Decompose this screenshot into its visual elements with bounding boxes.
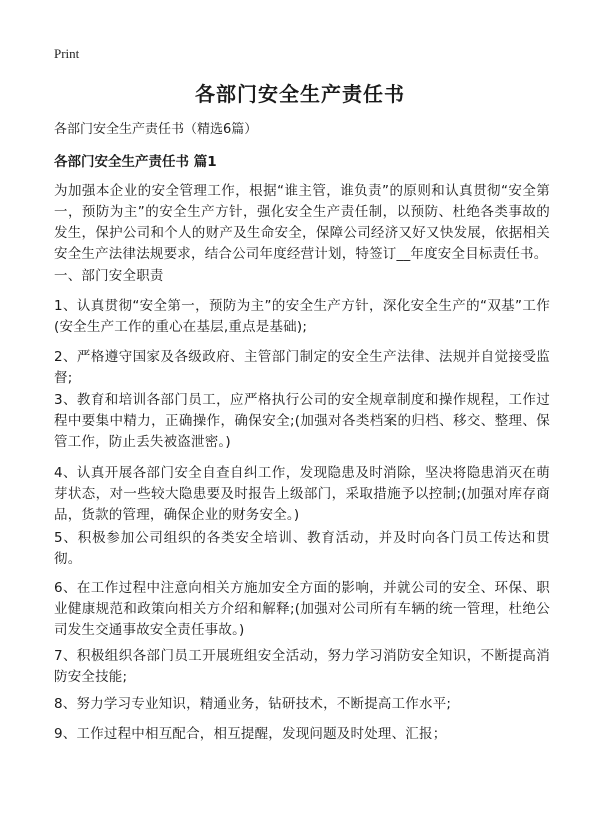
list-item: 8、努力学习专业知识，精通业务，钻研技术，不断提高工作水平; bbox=[54, 696, 452, 712]
list-item: 7、积极组织各部门员工开展班组安全活动，努力学习消防安全知识，不断提高消防安全技能; bbox=[54, 648, 550, 685]
intro-paragraph: 为加强本企业的安全管理工作，根据“谁主管，谁负责”的原则和认真贯彻“安全第一，预防为主”的安全生产方针，强化安全生产责任制，以预防、杜绝各类事故的发生，保护公司和个人的财产及生命安全，保障公司经济又好又快发展，依据相关安全生产法律法规要求，结合公司年度经营计划，特签订__年度安全目标责任书。 bbox=[54, 183, 550, 262]
document-subtitle: 各部门安全生产责任书（精选6篇） bbox=[54, 122, 258, 137]
section-heading: 各部门安全生产责任书 篇1 bbox=[54, 154, 217, 170]
list-item: 2、严格遵守国家及各级政府、主管部门制定的安全生产法律、法规并自觉接受监督; bbox=[54, 349, 550, 386]
list-item: 9、工作过程中相互配合，相互提醒，发现问题及时处理、汇报； bbox=[54, 726, 447, 742]
part-heading: 一、部门安全职责 bbox=[54, 268, 164, 284]
document-title: 各部门安全生产责任书 bbox=[195, 82, 405, 106]
print-link[interactable]: Print bbox=[54, 46, 80, 61]
list-item: 3、教育和培训各部门员工，应严格执行公司的安全规章制度和操作规程，工作过程中要集中精力，正确操作，确保安全;(加强对各类档案的归档、移交、整理、保管工作，防止丢失被盗泄密。) bbox=[54, 392, 550, 450]
list-item: 6、在工作过程中注意向相关方施加安全方面的影响，并就公司的安全、环保、职业健康规范和政策向相关方介绍和解释;(加强对公司所有车辆的统一管理，杜绝公司发生交通事故安全责任事故。) bbox=[54, 580, 550, 638]
list-item: 5、积极参加公司组织的各类安全培训、教育活动，并及时向各门员工传达和贯彻。 bbox=[54, 530, 550, 567]
list-item: 4、认真开展各部门安全自查自纠工作，发现隐患及时消除，坚决将隐患消灭在萌芽状态，对一些较大隐患要及时报告上级部门，采取措施予以控制;(加强对库存商品，货款的管理，确保企业的财务安全。) bbox=[54, 465, 550, 523]
list-item: 1、认真贯彻“安全第一，预防为主”的安全生产方针，深化安全生产的“双基”工作(安全生产工作的重心在基层,重点是基础); bbox=[54, 298, 550, 335]
